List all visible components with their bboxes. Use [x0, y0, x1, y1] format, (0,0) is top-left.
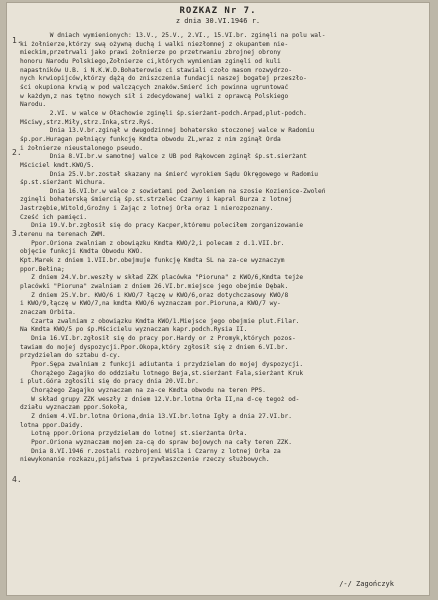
text-line: Mściciel kmdt.KWO/5. — [20, 161, 95, 169]
text-line: ści okupiona krwią w pod walczących znaków.Śmierć ich powinna ugruntować — [20, 83, 289, 91]
text-line: Dnia 8.VI.br.w samotnej walce z UB pod Rąkowcem zginął śp.st.sierżant — [20, 153, 307, 161]
document-date: z dnia 30.VI.1946 r. — [175, 16, 261, 25]
text-line: i żołnierze nieustalonego pseudo. — [20, 144, 143, 152]
text-line: Dnia 16.VI.br.zgłosił się do pracy por.Hardy or z Promyk,których pozos- — [20, 334, 296, 342]
text-line: znaczam Orbita. — [20, 309, 76, 316]
text-line: Z dniem 4.VI.br.lotna Oriona,dnia 13.VI.br.lotna Igły a dnia 27.VI.br. — [20, 412, 292, 420]
text-line: placówki "Pioruna" zwalniam z dniem 26.VI.br.miejsce jego obejmie Dębak. — [20, 283, 289, 291]
text-line: Dnia 8.VI.1946 r.zostali rozbrojeni Wiśla i Czarny z lotnej Orła za — [20, 447, 281, 455]
text-line: objęcie funkcji Kmdta Obwodu KWO. — [20, 248, 143, 256]
text-line: Z dniem 24.V.br.weszły w skład ZZK placówka "Pioruna" z KWO/6,Kmdta tejże — [20, 274, 304, 282]
signature: /-/ Zagończyk — [339, 580, 394, 588]
text-line: Lotną ppor.Oriona przydzielam do lotnej st.sierżanta Orła. — [20, 430, 248, 438]
section-mark-2: 2. — [12, 148, 22, 157]
text-line: Dnia 13.V.br.zginął w dwugodzinnej bohatersko stoczonej walce w Radomiu — [20, 127, 315, 135]
text-line: Dnia 19.V.br.zgłosił się do pracy Kacper,któremu poleciłem zorganizowanie — [20, 222, 304, 230]
text-line: Czarta zwalniam z obowiązku Kmdta KWO/1.Miejsce jego obejmie plut.Filar. — [20, 317, 300, 325]
text-line: działu wyznaczam ppor.Sokoła, — [20, 404, 129, 412]
text-line: śp.por.Huragan pełniący funkcję Kmdta obwodu ZL,wraz z nim zginął Orda — [20, 135, 281, 143]
text-line: tawiam do mojej dyspozycji.Ppor.Okopa,który zgłosił się z dniem 6.VI.br. — [20, 343, 289, 351]
document-body — [20, 32, 422, 465]
text-line: ppor.Bełina; — [20, 265, 65, 273]
document-page — [6, 2, 430, 596]
text-line: terenu na terenach ZWM. — [20, 231, 106, 239]
text-line: Chorążego Zagajko do oddziału lotnego Beja,st.sierżant Fala,sierżant Kruk — [20, 369, 304, 377]
text-line: Z dniem 25.V.br. KWO/6 i KWO/7 łączę w KWO/6,oraz dotychczasowy KWO/8 — [20, 291, 289, 299]
text-line: Dnia 16.VI.br.w walce z sowietami pod Zwoleniem na szosie Kozienice-Zwoleń — [20, 187, 326, 195]
text-line: Dnia 25.V.br.został skazany na śmierć wyrokiem Sądu Okręgowego w Radomiu — [20, 170, 319, 178]
text-line: zginęli bohaterską śmiercią śp.st.strzelec Czarny i kapral Burza z lotnej — [20, 196, 292, 204]
text-line: napastników U.B. i N.K.W.D.Bohaterowie ci stawiali czoło masom rozwydrzo- — [20, 66, 292, 74]
section-mark-3: 3. — [12, 229, 22, 238]
text-line: Kpt.Marek z dniem 1.VII.br.obejmuje funkcję Kmdta SL na za-ce wyznaczym — [20, 257, 285, 265]
text-line: Cześć ich pamięci. — [20, 213, 88, 221]
document-title: ROZKAZ Nr 7. — [179, 6, 257, 16]
text-line: i plut.Góra zgłosili się do pracy dnia 20.VI.br. — [20, 378, 199, 386]
text-line: honoru Narodu Polskiego,Żołnierze ci,których wymieniam zginęli od kuli — [20, 57, 281, 65]
document-header — [6, 6, 430, 25]
section-mark-4: 4. — [12, 475, 22, 484]
text-line: W skład grupy ZZK weszły z dniem 12.V.br.lotna Orła II,na d-cę tegoż od- — [20, 395, 300, 403]
text-line: niewykonanie rozkazu,pijaństwa i przywłaszczenie rzeczy służbowych. — [20, 456, 270, 464]
text-line: Jastrzębie,Witold,Groźny i Zając z lotnej Orła oraz 1 nierozpoznany. — [20, 205, 274, 213]
text-line: Na Kmdta KWO/5 po śp.Mścicielu wyznaczam kapr.podch.Rysia II. — [20, 326, 248, 334]
text-line: nych krwiopijców,którzy dążą do zniszczenia fundacji naszej bogatej przeszło- — [20, 75, 307, 83]
text-line: lotna ppor.Daidy. — [20, 421, 84, 429]
text-line: W dniach wymienionych: 13.V., 25.V., 2.VI., 15.VI.br. zginęli na polu wal- — [20, 32, 326, 39]
text-line: w każdym,z nas tętno nowych sił i zdecydowanej walki z oprawcą Polskiego — [20, 92, 289, 100]
text-line: i KWO/9,łączę w KWO/7,na kmdta KWO/6 wyznaczam por.Pioruna,a KWO/7 wy- — [20, 300, 281, 308]
text-line: Ppor.Sępa zwalniam z funkcji adiutanta i przydzielam do mojej dyspozycji. — [20, 360, 304, 368]
text-line: Chorążego Zagajko wyznaczam na za-ce Kmdta obwodu na teren PPS. — [20, 386, 266, 394]
text-line: Ppor.Oriona wyznaczam mojem za-cą do spraw bojowych na cały teren ZZK. — [20, 438, 292, 446]
text-line: Ppor.Oriona zwalniam z obowiązku Kmdta KWO/2,i polecam z d.1.VII.br. — [20, 239, 285, 247]
text-line: przydzielam do sztabu d-cy. — [20, 352, 121, 360]
text-line: Narodu. — [20, 101, 47, 109]
text-line: Mściwy,strz.Miły,strz.Inka,strz.Ryś. — [20, 118, 155, 126]
text-line: 2.VI. w walce w Ołachowie zginęli śp.sierżant-podch.Arpad,plut-podch. — [20, 109, 307, 117]
section-mark-1: 1. — [12, 36, 22, 45]
text-line: ki żołnierze,którzy swą ożywną duchą i walki niezłomnej z okupantem nie- — [20, 40, 289, 48]
text-line: mieckim,przetrwali jako prawi żołnierze po przetrwaniu zbrojnej obrony — [20, 49, 281, 57]
text-line: śp.st.sierżant Wichura. — [20, 179, 106, 187]
